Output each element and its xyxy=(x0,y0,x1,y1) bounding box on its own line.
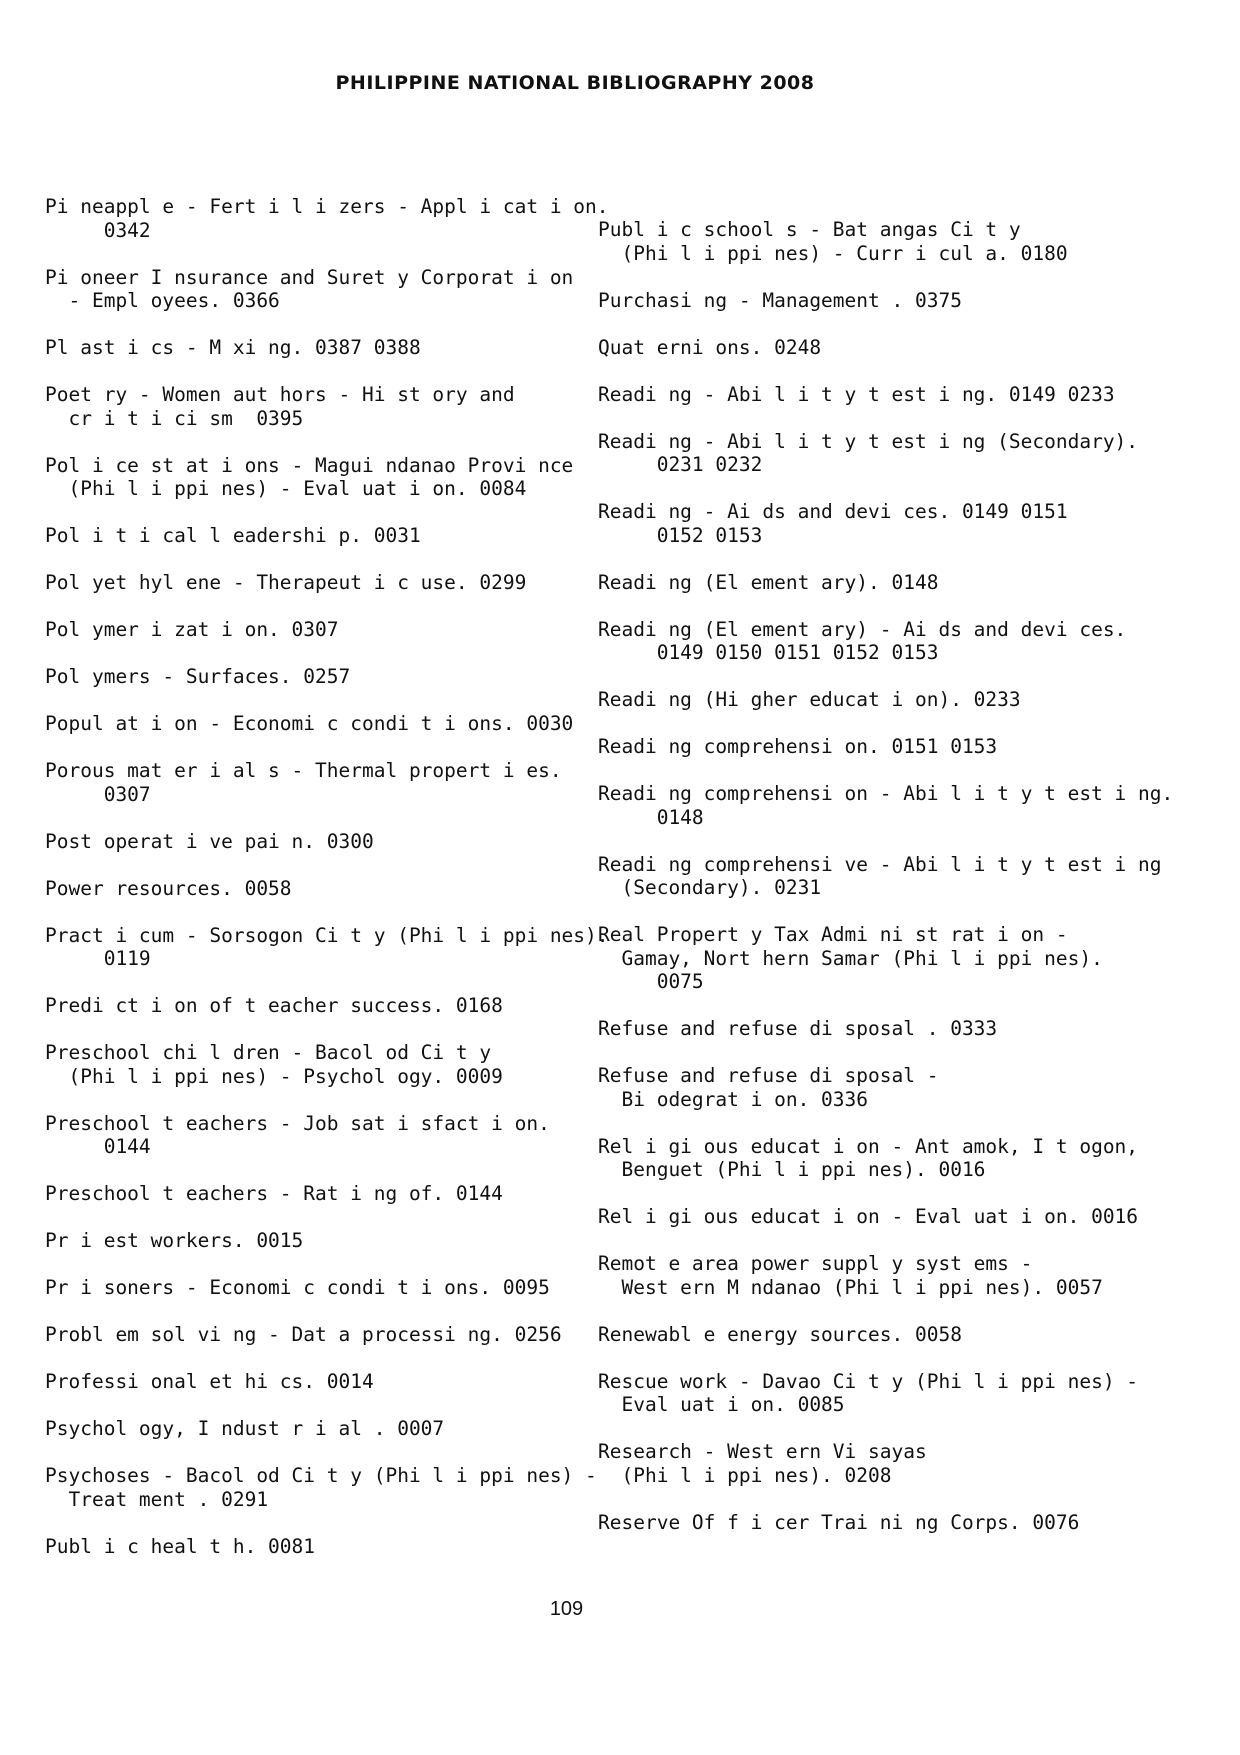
page-title: PHILIPPINE NATIONAL BIBLIOGRAPHY 2008 xyxy=(335,72,815,94)
index-entry-line: 0342 xyxy=(45,218,151,242)
index-entry xyxy=(45,524,565,548)
index-entry-line: 0075 xyxy=(598,970,704,993)
index-entry xyxy=(45,759,565,806)
index-entry xyxy=(598,571,1158,595)
index-entry xyxy=(598,618,1158,665)
index-entry-line: Rel i gi ous educat i on - Ant amok, I t ogon, xyxy=(598,1134,1139,1158)
index-entry xyxy=(45,1464,597,1511)
index-entry xyxy=(598,289,1158,313)
index-entry-line: Quat erni ons. 0248 xyxy=(598,335,822,359)
index-entry-line: Readi ng comprehensi ve - Abi l i t y t est i ng xyxy=(598,852,1162,876)
page-number: 109 xyxy=(549,1598,584,1620)
index-entry-line: Pr i soners - Economi c condi t i ons. 0095 xyxy=(45,1276,550,1299)
index-entry xyxy=(45,1276,565,1300)
index-entry-line: Pol i ce st at i ons - Magui ndanao Provi nce xyxy=(45,453,574,477)
index-entry xyxy=(45,383,565,430)
index-entry xyxy=(598,782,1174,829)
index-entry-line: Refuse and refuse di sposal . 0333 xyxy=(598,1017,998,1040)
index-entry-line: Bi odegrat i on. 0336 xyxy=(598,1087,869,1111)
index-entry xyxy=(598,1252,1158,1299)
index-entry-line: Treat ment . 0291 xyxy=(45,1487,269,1511)
index-entry xyxy=(45,994,565,1018)
index-entry-line: Probl em sol vi ng - Dat a processi ng. 0256 xyxy=(45,1323,562,1346)
index-entry-line: Remot e area power suppl y syst ems - xyxy=(598,1252,1033,1275)
index-entry xyxy=(598,430,1158,477)
index-entry xyxy=(45,1229,565,1253)
index-entry-line: Psychol ogy, I ndust r i al . 0007 xyxy=(45,1417,445,1440)
index-entry-line: Pr i est workers. 0015 xyxy=(45,1229,304,1252)
index-entry xyxy=(598,923,1158,994)
index-entry xyxy=(45,1323,565,1347)
index-entry-line: Research - West ern Vi sayas xyxy=(598,1440,927,1463)
index-entry-line: - Empl oyees. 0366 xyxy=(45,289,280,312)
index-entry-line: Rel i gi ous educat i on - Eval uat i on. 0016 xyxy=(598,1205,1139,1228)
index-entry xyxy=(45,571,565,595)
index-entry-line: Rescue work - Davao Ci t y (Phi l i ppi nes) - xyxy=(598,1369,1139,1393)
index-entry-line: Predi ct i on of t eacher success. 0168 xyxy=(45,994,503,1017)
index-entry-line: Post operat i ve pai n. 0300 xyxy=(45,829,374,853)
index-entry-line: Readi ng comprehensi on. 0151 0153 xyxy=(598,735,998,758)
index-entry-line: Porous mat er i al s - Thermal propert i es. xyxy=(45,759,562,782)
index-entry xyxy=(45,877,565,901)
index-entry xyxy=(598,735,1158,759)
index-entry xyxy=(598,1440,1158,1487)
index-entry-line: Renewabl e energy sources. 0058 xyxy=(598,1322,962,1346)
index-entry-line: 0148 xyxy=(598,805,704,829)
index-entry-line: 0152 0153 xyxy=(598,523,763,547)
index-entry-line: Real Propert y Tax Admi ni st rat i on - xyxy=(598,923,1068,946)
index-entry xyxy=(598,1511,1158,1535)
index-entry-line: 0231 0232 xyxy=(598,453,763,476)
index-entry-line: cr i t i ci sm 0395 xyxy=(45,406,304,430)
index-entry xyxy=(45,830,565,854)
index-entry xyxy=(45,923,609,971)
index-entry-line: Pol ymers - Surfaces. 0257 xyxy=(45,665,351,688)
index-entry-line: Preschool t eachers - Job sat i sfact i on. xyxy=(45,1111,550,1135)
index-entry-line: (Secondary). 0231 xyxy=(598,876,822,899)
index-entry-line: Readi ng (Hi gher educat i on). 0233 xyxy=(598,688,1021,711)
index-entry-line: Readi ng - Ai ds and devi ces. 0149 0151 xyxy=(598,500,1068,523)
index-entry xyxy=(598,500,1158,547)
index-entry-line: (Phi l i ppi nes). 0208 xyxy=(598,1463,892,1487)
index-entry-line: Pl ast i cs - M xi ng. 0387 0388 xyxy=(45,336,421,359)
index-column-right xyxy=(598,218,1174,1558)
index-entry xyxy=(598,1370,1158,1417)
index-entry-line: Psychoses - Bacol od Ci t y (Phi l i ppi nes) - xyxy=(45,1464,597,1487)
index-entry xyxy=(45,665,565,689)
index-entry xyxy=(45,712,574,736)
index-entry-line: Readi ng - Abi l i t y t est i ng. 0149 0233 xyxy=(598,382,1115,406)
index-entry xyxy=(45,1417,565,1441)
index-entry-line: Pract i cum - Sorsogon Ci t y (Phi l i ppi nes). xyxy=(45,923,609,947)
index-entry-line: Popul at i on - Economi c condi t i ons. 0030 xyxy=(45,712,574,735)
index-entry xyxy=(598,852,1162,900)
index-entry-line: Pi oneer I nsurance and Suret y Corporat i on xyxy=(45,265,574,289)
index-entry xyxy=(45,336,565,360)
index-entry xyxy=(45,618,565,642)
index-entry-line: 0144 xyxy=(45,1135,151,1158)
index-entry xyxy=(45,195,609,242)
index-entry xyxy=(45,1370,565,1394)
index-entry-line: Reserve Of f i cer Trai ni ng Corps. 0076 xyxy=(598,1510,1080,1534)
index-entry xyxy=(598,688,1158,712)
index-entry-line: Publ i c heal t h. 0081 xyxy=(45,1534,316,1558)
index-entry xyxy=(598,383,1158,407)
index-entry-line: (Phi l i ppi nes) - Curr i cul a. 0180 xyxy=(598,241,1068,265)
index-entry-line: Refuse and refuse di sposal - xyxy=(598,1064,939,1087)
index-entry-line: Readi ng (El ement ary) - Ai ds and devi ces. xyxy=(598,617,1127,641)
index-entry-line: (Phi l i ppi nes) - Eval uat i on. 0084 xyxy=(45,477,527,500)
index-entry xyxy=(598,1323,1158,1347)
index-entry-line: Eval uat i on. 0085 xyxy=(598,1393,845,1416)
index-entry-line: Purchasi ng - Management . 0375 xyxy=(598,288,962,312)
index-entry-line: Readi ng comprehensi on - Abi l i t y t est i ng. xyxy=(598,782,1174,805)
index-entry-line: Readi ng (El ement ary). 0148 xyxy=(598,570,939,594)
index-entry-line: Pol yet hyl ene - Therapeut i c use. 0299 xyxy=(45,571,527,594)
index-entry-line: Power resources. 0058 xyxy=(45,876,292,900)
index-entry xyxy=(45,1535,565,1559)
index-entry-line: Preschool t eachers - Rat i ng of. 0144 xyxy=(45,1182,503,1205)
index-entry-line: (Phi l i ppi nes) - Psychol ogy. 0009 xyxy=(45,1064,503,1088)
index-entry-line: West ern M ndanao (Phi l i ppi nes). 0057 xyxy=(598,1275,1103,1299)
index-entry-line: Pol ymer i zat i on. 0307 xyxy=(45,618,339,641)
index-entry xyxy=(45,1041,565,1088)
index-entry xyxy=(598,336,1158,360)
index-entry-line: 0307 xyxy=(45,782,151,806)
index-entry-line: Pol i t i cal l eadershi p. 0031 xyxy=(45,524,421,547)
index-entry xyxy=(598,1064,1158,1111)
index-entry xyxy=(598,1017,1158,1041)
index-entry-line: 0149 0150 0151 0152 0153 xyxy=(598,641,939,664)
index-entry-line: Poet ry - Women aut hors - Hi st ory and xyxy=(45,383,515,406)
index-entry xyxy=(45,1182,565,1206)
index-entry xyxy=(598,1135,1158,1182)
index-entry-line: Publ i c school s - Bat angas Ci t y xyxy=(598,218,1021,241)
index-entry-line: Gamay, Nort hern Samar (Phi l i ppi nes). xyxy=(598,946,1103,970)
index-entry xyxy=(598,1205,1158,1229)
index-entry-line: Readi ng - Abi l i t y t est i ng (Secondary). xyxy=(598,429,1139,453)
index-entry-line: 0119 xyxy=(45,947,151,970)
index-entry-line: Preschool chi l dren - Bacol od Ci t y xyxy=(45,1041,492,1064)
index-column-left xyxy=(45,195,609,1582)
index-entry xyxy=(45,1112,565,1159)
index-entry-line: Benguet (Phi l i ppi nes). 0016 xyxy=(598,1158,986,1181)
index-entry xyxy=(598,218,1158,265)
index-entry-line: Professi onal et hi cs. 0014 xyxy=(45,1370,374,1393)
index-entry-line: Pi neappl e - Fert i l i zers - Appl i cat i on. xyxy=(45,195,609,218)
index-entry xyxy=(45,265,574,313)
index-entry xyxy=(45,453,574,501)
